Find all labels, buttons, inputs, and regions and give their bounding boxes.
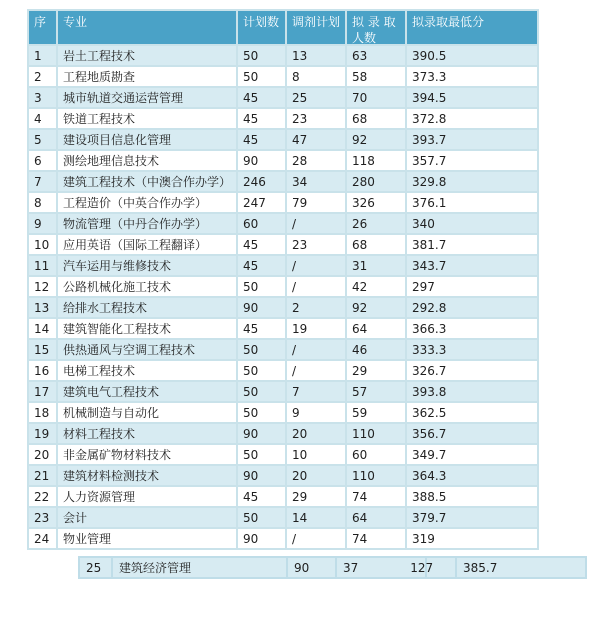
cell-adjust: /	[286, 276, 346, 297]
cell-seq: 4	[28, 108, 57, 129]
cell-min-score: 356.7	[406, 423, 538, 444]
cell-adjust: 20	[286, 423, 346, 444]
cell-admit: 46	[346, 339, 406, 360]
cell-major: 电梯工程技术	[57, 360, 237, 381]
cell-major: 供热通风与空调工程技术	[57, 339, 237, 360]
cell-seq: 23	[28, 507, 57, 528]
cell-seq: 3	[28, 87, 57, 108]
cell-seq: 2	[28, 66, 57, 87]
cell-min-score: 393.8	[406, 381, 538, 402]
cell-major: 公路机械化施工技术	[57, 276, 237, 297]
cell-major: 汽车运用与维修技术	[57, 255, 237, 276]
cell-seq: 19	[28, 423, 57, 444]
cell-major: 材料工程技术	[57, 423, 237, 444]
cell-adjust: 20	[286, 465, 346, 486]
table-row	[28, 528, 538, 549]
cell-seq: 11	[28, 255, 57, 276]
cell-plan: 50	[237, 339, 286, 360]
cell-min-score: 349.7	[406, 444, 538, 465]
cell-admit: 59	[346, 402, 406, 423]
cell-min-score: 385.7	[456, 557, 586, 578]
table-row	[28, 129, 538, 150]
cell-min-score: 357.7	[406, 150, 538, 171]
cell-adjust: /	[286, 360, 346, 381]
cell-seq: 18	[28, 402, 57, 423]
table-body	[28, 45, 538, 549]
cell-major: 建筑智能化工程技术	[57, 318, 237, 339]
cell-adjust	[336, 557, 434, 578]
cell-adjust: 2	[286, 297, 346, 318]
cell-min-score: 343.7	[406, 255, 538, 276]
cell-min-score: 333.3	[406, 339, 538, 360]
table-row	[28, 318, 538, 339]
cell-major: 给排水工程技术	[57, 297, 237, 318]
cell-admit: 31	[346, 255, 406, 276]
cell-adjust: 29	[286, 486, 346, 507]
cell-plan: 90	[237, 423, 286, 444]
cell-plan: 50	[237, 276, 286, 297]
cell-admit: 92	[346, 129, 406, 150]
cell-seq: 5	[28, 129, 57, 150]
header-adjust: 调剂计划	[286, 10, 346, 45]
cell-seq: 14	[28, 318, 57, 339]
cell-seq: 20	[28, 444, 57, 465]
cell-plan: 45	[237, 318, 286, 339]
table-row	[28, 255, 538, 276]
cell-seq: 10	[28, 234, 57, 255]
header-major: 专业	[57, 10, 237, 45]
table-row	[28, 402, 538, 423]
cell-plan: 90	[237, 528, 286, 549]
cell-major: 测绘地理信息技术	[57, 150, 237, 171]
table-row	[28, 465, 538, 486]
cell-major: 建筑工程技术（中澳合作办学）	[57, 171, 237, 192]
table-row	[28, 276, 538, 297]
cell-min-score: 362.5	[406, 402, 538, 423]
cell-adjust: 13	[286, 45, 346, 66]
cell-admit: 57	[346, 381, 406, 402]
cell-plan: 50	[237, 402, 286, 423]
table-row	[28, 339, 538, 360]
cell-min-score: 297	[406, 276, 538, 297]
cell-admit: 64	[346, 507, 406, 528]
cell-adjust-value: 37	[343, 560, 359, 575]
cell-major: 物流管理（中丹合作办学）	[57, 213, 237, 234]
cell-plan: 45	[237, 255, 286, 276]
cell-adjust: 79	[286, 192, 346, 213]
cell-plan: 90	[287, 557, 336, 578]
cell-min-score: 372.8	[406, 108, 538, 129]
cell-plan: 247	[237, 192, 286, 213]
cell-major: 城市轨道交通运营管理	[57, 87, 237, 108]
cell-min-score: 292.8	[406, 297, 538, 318]
cell-plan: 246	[237, 171, 286, 192]
cell-adjust: 10	[286, 444, 346, 465]
cell-admit: 64	[346, 318, 406, 339]
cell-adjust: 25	[286, 87, 346, 108]
table-row	[28, 150, 538, 171]
cell-admit: 58	[346, 66, 406, 87]
cell-admit: 92	[346, 297, 406, 318]
cell-adjust: 34	[286, 171, 346, 192]
cell-seq: 24	[28, 528, 57, 549]
cell-seq: 9	[28, 213, 57, 234]
table-row	[28, 45, 538, 66]
cell-admit-value: 127	[410, 560, 434, 575]
cell-seq: 7	[28, 171, 57, 192]
cell-seq: 8	[28, 192, 57, 213]
cell-major: 机械制造与自动化	[57, 402, 237, 423]
table-row	[28, 381, 538, 402]
cell-min-score: 388.5	[406, 486, 538, 507]
cell-plan: 50	[237, 360, 286, 381]
cell-plan: 45	[237, 234, 286, 255]
cell-adjust: 19	[286, 318, 346, 339]
cell-seq: 22	[28, 486, 57, 507]
table-row	[28, 486, 538, 507]
cell-adjust: 9	[286, 402, 346, 423]
cell-adjust: 7	[286, 381, 346, 402]
cell-major: 铁道工程技术	[57, 108, 237, 129]
cell-plan: 45	[237, 87, 286, 108]
cell-plan: 50	[237, 507, 286, 528]
cell-plan: 90	[237, 297, 286, 318]
header-admit	[346, 10, 406, 45]
cell-major: 应用英语（国际工程翻译）	[57, 234, 237, 255]
table-row	[28, 234, 538, 255]
cell-admit: 26	[346, 213, 406, 234]
header-min-score: 拟录取最低分	[406, 10, 538, 45]
table-row	[28, 423, 538, 444]
cell-min-score: 393.7	[406, 129, 538, 150]
cell-admit: 42	[346, 276, 406, 297]
cell-seq: 17	[28, 381, 57, 402]
cell-seq: 1	[28, 45, 57, 66]
cell-admit: 74	[346, 486, 406, 507]
table-row	[28, 87, 538, 108]
cell-admit: 68	[346, 234, 406, 255]
table-row	[79, 557, 586, 578]
cell-plan: 90	[237, 150, 286, 171]
cell-admit: 68	[346, 108, 406, 129]
cell-seq: 15	[28, 339, 57, 360]
cell-adjust: 47	[286, 129, 346, 150]
cell-major: 建筑材料检测技术	[57, 465, 237, 486]
cell-min-score: 373.3	[406, 66, 538, 87]
cell-adjust: 28	[286, 150, 346, 171]
cell-adjust: 23	[286, 234, 346, 255]
cell-major: 工程地质勘查	[57, 66, 237, 87]
cell-major: 建筑电气工程技术	[57, 381, 237, 402]
cell-seq: 21	[28, 465, 57, 486]
table-row	[28, 66, 538, 87]
table-row	[28, 171, 538, 192]
cell-adjust: /	[286, 528, 346, 549]
cell-plan: 50	[237, 66, 286, 87]
cell-adjust: /	[286, 255, 346, 276]
cell-plan: 45	[237, 129, 286, 150]
cell-plan: 45	[237, 486, 286, 507]
cell-admit: 110	[346, 423, 406, 444]
cell-admit: 110	[346, 465, 406, 486]
cell-admit: 70	[346, 87, 406, 108]
cell-adjust: 23	[286, 108, 346, 129]
cell-admit: 60	[346, 444, 406, 465]
cell-major: 建筑经济管理	[112, 557, 287, 578]
cell-min-score: 319	[406, 528, 538, 549]
cell-min-score: 390.5	[406, 45, 538, 66]
cell-adjust: 8	[286, 66, 346, 87]
table-row	[28, 192, 538, 213]
cell-plan: 60	[237, 213, 286, 234]
cell-min-score: 376.1	[406, 192, 538, 213]
table-row	[28, 108, 538, 129]
table-row	[28, 360, 538, 381]
cell-seq: 25	[79, 557, 112, 578]
cell-admit: 118	[346, 150, 406, 171]
cell-min-score: 340	[406, 213, 538, 234]
cell-admit: 326	[346, 192, 406, 213]
cell-major: 工程造价（中英合作办学）	[57, 192, 237, 213]
cell-admit: 74	[346, 528, 406, 549]
cell-plan: 50	[237, 381, 286, 402]
cell-adjust: /	[286, 213, 346, 234]
cell-min-score: 394.5	[406, 87, 538, 108]
cell-major: 会计	[57, 507, 237, 528]
cell-min-score: 366.3	[406, 318, 538, 339]
header-row	[28, 10, 538, 45]
cell-plan: 50	[237, 45, 286, 66]
cell-min-score: 381.7	[406, 234, 538, 255]
cell-major: 建设项目信息化管理	[57, 129, 237, 150]
table-row	[28, 507, 538, 528]
header-plan: 计划数	[237, 10, 286, 45]
admission-table	[27, 9, 539, 550]
cell-seq: 16	[28, 360, 57, 381]
cell-plan: 50	[237, 444, 286, 465]
cell-plan: 90	[237, 465, 286, 486]
cell-plan: 45	[237, 108, 286, 129]
cell-seq: 12	[28, 276, 57, 297]
header-admit-line1: 拟 录 取	[352, 15, 396, 29]
header-admit-line2: 人数	[352, 31, 377, 45]
cell-admit: 280	[346, 171, 406, 192]
extra-row-table	[78, 556, 587, 579]
cell-major: 人力资源管理	[57, 486, 237, 507]
cell-adjust: /	[286, 339, 346, 360]
cell-seq: 6	[28, 150, 57, 171]
cell-min-score: 379.7	[406, 507, 538, 528]
table-row	[28, 297, 538, 318]
cell-min-score: 329.8	[406, 171, 538, 192]
cell-major: 非金属矿物材料技术	[57, 444, 237, 465]
table-row	[28, 444, 538, 465]
cell-seq: 13	[28, 297, 57, 318]
cell-admit: 63	[346, 45, 406, 66]
cell-major: 物业管理	[57, 528, 237, 549]
cell-major: 岩土工程技术	[57, 45, 237, 66]
cell-min-score: 364.3	[406, 465, 538, 486]
cell-min-score: 326.7	[406, 360, 538, 381]
header-seq: 序	[28, 10, 57, 45]
cell-adjust: 14	[286, 507, 346, 528]
cell-admit: 29	[346, 360, 406, 381]
table-row	[28, 213, 538, 234]
